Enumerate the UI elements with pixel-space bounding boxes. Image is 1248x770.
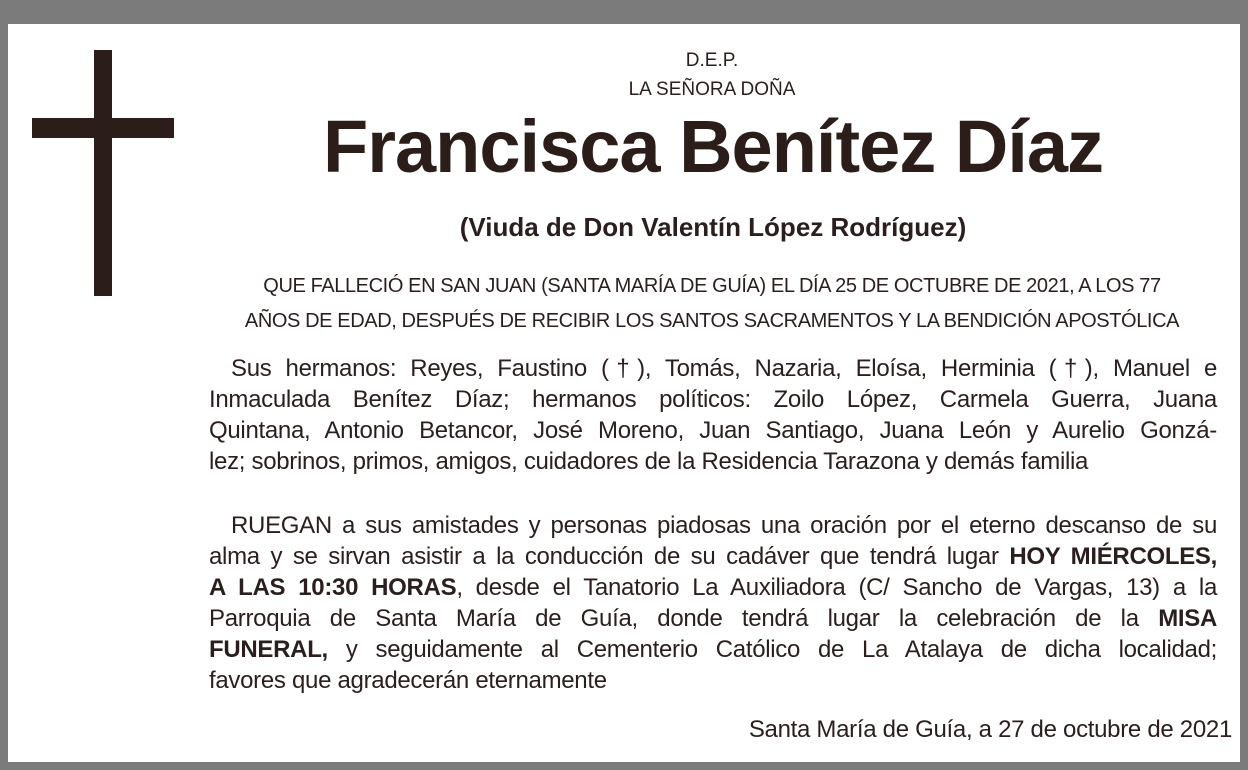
request-line-2-text: alma y se sirvan asistir a la conducción de su cadáver que tendrá lugar	[209, 543, 1010, 570]
deceased-name: Francisca Benítez Díaz	[323, 105, 1103, 188]
widow-of-line: (Viuda de Don Valentín López Rodríguez)	[459, 212, 967, 242]
death-announcement-line-1: QUE FALLECIÓ EN SAN JUAN (SANTA MARÍA DE GUÍA) EL DÍA 25 DE OCTUBRE DE 2021, A LOS 77	[263, 275, 1161, 297]
request-line-1: RUEGAN a sus amistades y personas piadosas una oración por el eterno descanso de su	[231, 512, 1217, 539]
request-line-4	[209, 603, 1217, 634]
family-line-3: Quintana, Antonio Betancor, José Moreno, Juan Santiago, Juana León y Aurelio Gonzá-	[209, 417, 1217, 444]
request-line-6: favores que agradecerán eternamente	[209, 667, 607, 694]
family-paragraph	[209, 353, 1217, 477]
request-line-4-text: Parroquia de Santa María de Guía, donde tendrá lugar la celebración de la	[209, 605, 1159, 632]
cross-icon-horizontal-bar	[32, 118, 174, 138]
family-line-1: Sus hermanos: Reyes, Faustino (†), Tomás, Nazaria, Eloísa, Herminia (†), Manuel e	[231, 355, 1217, 382]
request-line-5-text: y seguidamente al Cementerio Católico de La Atalaya de dicha localidad;	[327, 636, 1217, 663]
honorific-title: LA SEÑORA DOÑA	[628, 79, 796, 100]
request-line-2	[209, 541, 1217, 572]
place-and-date: Santa María de Guía, a 27 de octubre de 2021	[748, 716, 1232, 743]
funeral-label: FUNERAL,	[209, 636, 328, 663]
family-line-2: Inmaculada Benítez Díaz; hermanos políticos: Zoilo López, Carmela Guerra, Juana	[209, 386, 1217, 413]
request-paragraph	[209, 510, 1217, 696]
family-line-4: lez; sobrinos, primos, amigos, cuidadores de la Residencia Tarazona y demás familia	[209, 448, 1089, 475]
cross-icon-vertical-bar	[94, 50, 112, 296]
request-line-3-text: , desde el Tanatorio La Auxiliadora (C/ Sancho de Vargas, 13) a la	[456, 574, 1217, 601]
service-day: HOY MIÉRCOLES,	[1009, 543, 1217, 570]
death-announcement-line-2: AÑOS DE EDAD, DESPUÉS DE RECIBIR LOS SANTOS SACRAMENTOS Y LA BENDICIÓN APOSTÓLICA	[244, 310, 1180, 332]
dep-abbreviation: D.E.P.	[685, 50, 739, 71]
mass-label: MISA	[1158, 605, 1217, 632]
request-line-3	[209, 572, 1217, 603]
request-line-5	[209, 634, 1217, 665]
service-time: A LAS 10:30 HORAS	[209, 574, 457, 601]
